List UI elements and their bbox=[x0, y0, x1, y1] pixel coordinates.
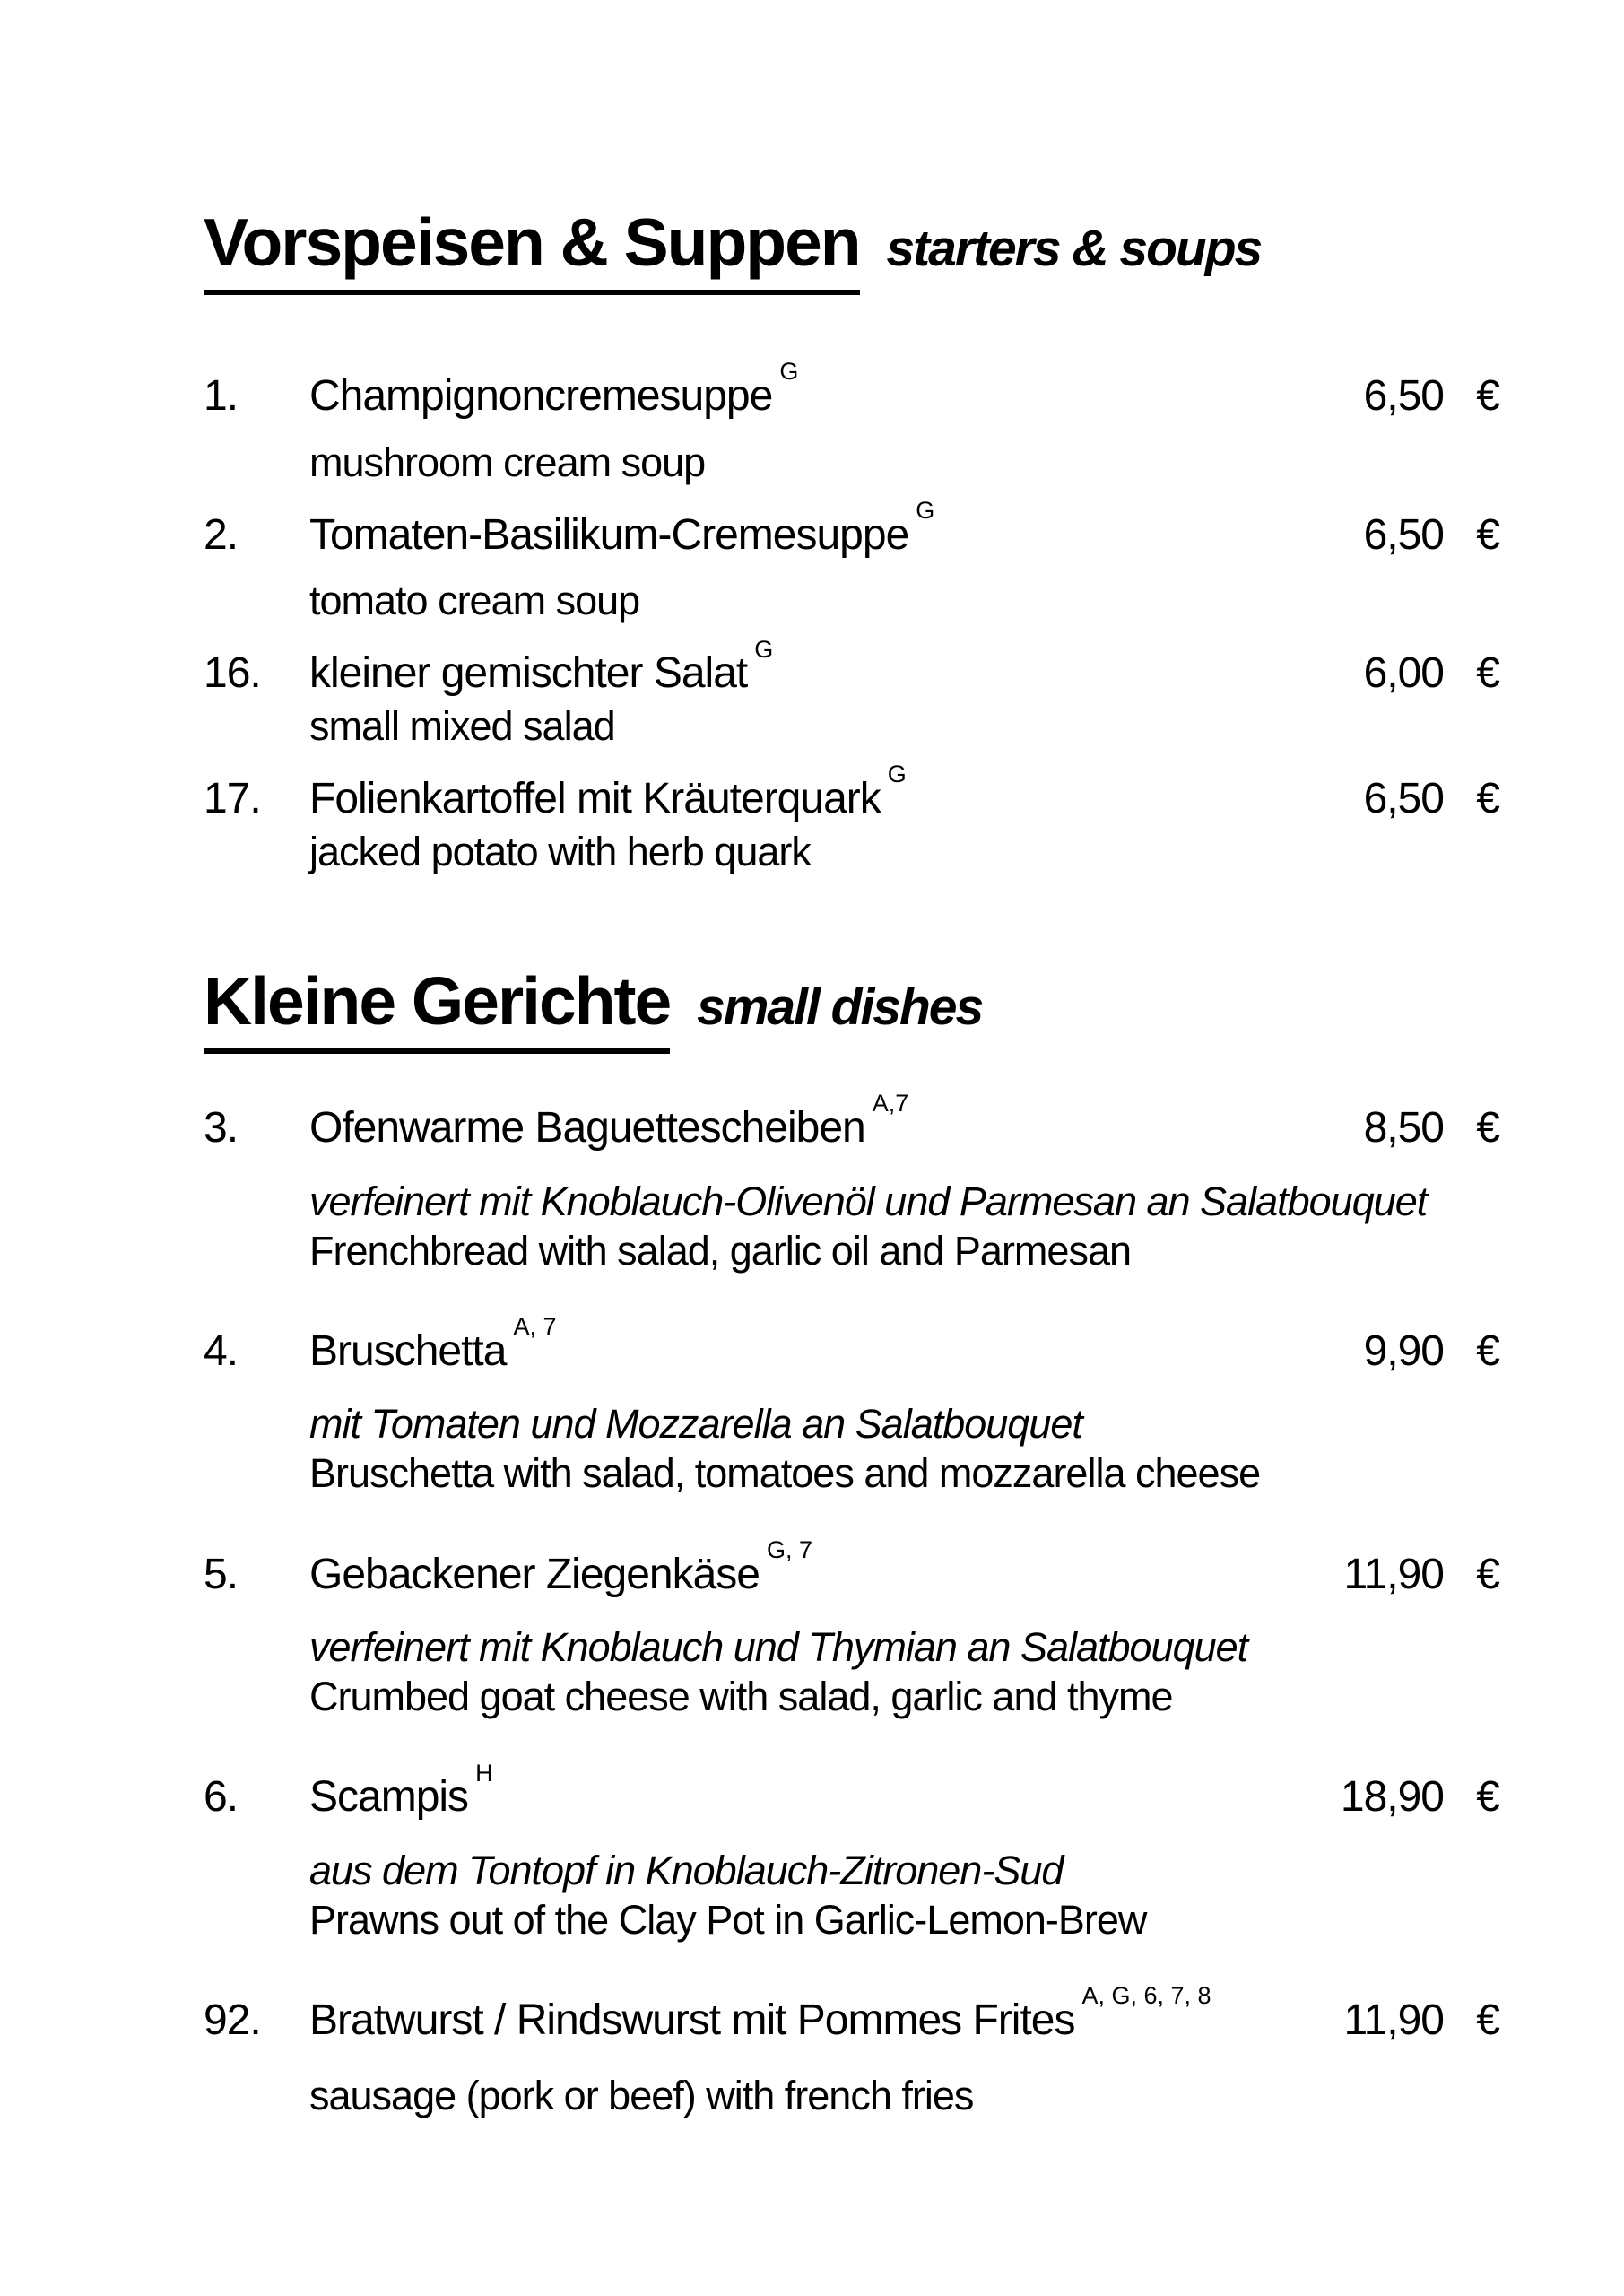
item-description-english: mushroom cream soup bbox=[309, 439, 706, 485]
menu-item bbox=[204, 1312, 1499, 1498]
item-name bbox=[309, 1759, 1238, 1823]
currency-euro-sign: € bbox=[1476, 775, 1499, 823]
menu-item-row bbox=[204, 1535, 1499, 1601]
item-description-english: tomato cream soup bbox=[309, 578, 640, 624]
menu-item-row bbox=[204, 635, 1499, 700]
menu-section bbox=[204, 202, 1499, 875]
item-name-text: Tomaten-Basilikum-Cremesuppe bbox=[309, 510, 909, 559]
item-price: 6,50 bbox=[1363, 510, 1444, 559]
item-allergen-superscript: A, G, 6, 7, 8 bbox=[1081, 1982, 1211, 2010]
menu-item bbox=[204, 496, 1499, 625]
item-price: 11,90 bbox=[1343, 1550, 1444, 1598]
item-allergen-superscript: G bbox=[916, 496, 935, 524]
menu-item bbox=[204, 1759, 1499, 1944]
item-name-text: kleiner gemischter Salat bbox=[309, 649, 748, 698]
item-name bbox=[309, 358, 1238, 422]
item-name bbox=[309, 1982, 1238, 2047]
item-description-english: small mixed salad bbox=[309, 703, 615, 750]
section-subtitle: small dishes bbox=[684, 978, 983, 1036]
item-name bbox=[309, 1312, 1238, 1378]
menu-item bbox=[204, 1090, 1499, 1274]
currency-euro-sign: € bbox=[1476, 1996, 1499, 2045]
item-allergen-superscript: G, 7 bbox=[766, 1535, 813, 1563]
item-number: 17. bbox=[204, 775, 261, 823]
item-allergen-superscript: A, 7 bbox=[513, 1312, 557, 1340]
menu-item-row bbox=[204, 1090, 1499, 1154]
menu-item bbox=[204, 1982, 1499, 2119]
item-name-text: Bruschetta bbox=[309, 1326, 507, 1375]
item-number: 4. bbox=[204, 1326, 239, 1375]
menu-item-row bbox=[204, 1982, 1499, 2047]
item-name-text: Gebackener Ziegenkäse bbox=[309, 1550, 760, 1598]
item-allergen-superscript: H bbox=[475, 1759, 493, 1787]
item-allergen-superscript: A,7 bbox=[872, 1090, 909, 1118]
item-price: 8,50 bbox=[1363, 1103, 1444, 1152]
item-name-text: Ofenwarme Baguettescheiben bbox=[309, 1103, 865, 1152]
item-name bbox=[309, 761, 1238, 825]
item-allergen-superscript: G bbox=[887, 761, 907, 788]
section-subtitle: starters & soups bbox=[873, 220, 1262, 277]
item-number: 5. bbox=[204, 1550, 239, 1598]
item-name-text: Folienkartoffel mit Kräuterquark bbox=[309, 775, 881, 823]
section-title: Kleine Gerichte bbox=[204, 961, 670, 1054]
item-name bbox=[309, 635, 1238, 700]
currency-euro-sign: € bbox=[1476, 1773, 1499, 1822]
item-number: 16. bbox=[204, 649, 261, 698]
currency-euro-sign: € bbox=[1476, 1326, 1499, 1375]
item-description-german: mit Tomaten und Mozzarella an Salatbouquet bbox=[309, 1401, 1082, 1448]
item-allergen-superscript: G bbox=[779, 358, 799, 386]
currency-euro-sign: € bbox=[1476, 1103, 1499, 1152]
item-price: 18,90 bbox=[1340, 1773, 1444, 1822]
item-price: 6,00 bbox=[1363, 649, 1444, 698]
item-allergen-superscript: G bbox=[754, 635, 774, 663]
item-number: 1. bbox=[204, 372, 239, 420]
item-name-text: Champignoncremesuppe bbox=[309, 372, 773, 420]
menu-section bbox=[204, 961, 1499, 2119]
item-number: 6. bbox=[204, 1773, 239, 1822]
section-items bbox=[204, 358, 1499, 875]
menu-item bbox=[204, 358, 1499, 486]
item-description-german: verfeinert mit Knoblauch-Olivenöl und Parmesan an Salatbouquet bbox=[309, 1178, 1428, 1224]
section-heading bbox=[204, 961, 1499, 1054]
menu-item-row bbox=[204, 1759, 1499, 1823]
menu-item bbox=[204, 761, 1499, 875]
currency-euro-sign: € bbox=[1476, 372, 1499, 420]
item-price: 11,90 bbox=[1343, 1996, 1444, 2045]
item-number: 92. bbox=[204, 1996, 261, 2045]
currency-euro-sign: € bbox=[1476, 510, 1499, 559]
currency-euro-sign: € bbox=[1476, 1550, 1499, 1598]
item-name bbox=[309, 496, 1238, 561]
item-description-english: Frenchbread with salad, garlic oil and Parmesan bbox=[309, 1227, 1131, 1274]
item-description-english: sausage (pork or beef) with french fries bbox=[309, 2072, 974, 2118]
section-title: Vorspeisen & Suppen bbox=[204, 202, 860, 295]
item-name-text: Bratwurst / Rindswurst mit Pommes Frites bbox=[309, 1996, 1075, 2045]
section-items bbox=[204, 1090, 1499, 2119]
item-price: 6,50 bbox=[1363, 372, 1444, 420]
section-heading bbox=[204, 202, 1499, 295]
item-number: 3. bbox=[204, 1103, 239, 1152]
item-number: 2. bbox=[204, 510, 239, 559]
menu-item bbox=[204, 1535, 1499, 1721]
item-price: 6,50 bbox=[1363, 775, 1444, 823]
menu-item-row bbox=[204, 761, 1499, 825]
currency-euro-sign: € bbox=[1476, 649, 1499, 698]
menu-item-row bbox=[204, 358, 1499, 422]
item-name bbox=[309, 1535, 1238, 1601]
menu-item bbox=[204, 635, 1499, 750]
item-description-english: Prawns out of the Clay Pot in Garlic-Lemon-Brew bbox=[309, 1897, 1147, 1944]
item-description-german: aus dem Tontopf in Knoblauch-Zitronen-Sud bbox=[309, 1847, 1064, 1893]
item-price: 9,90 bbox=[1363, 1326, 1444, 1375]
menu-item-row bbox=[204, 496, 1499, 561]
item-name bbox=[309, 1090, 1238, 1154]
menu-item-row bbox=[204, 1312, 1499, 1378]
item-description-english: Crumbed goat cheese with salad, garlic and thyme bbox=[309, 1674, 1173, 1720]
item-description-english: jacked potato with herb quark bbox=[309, 828, 811, 874]
item-name-text: Scampis bbox=[309, 1773, 469, 1822]
item-description-english: Bruschetta with salad, tomatoes and mozzarella cheese bbox=[309, 1450, 1261, 1497]
item-description-german: verfeinert mit Knoblauch und Thymian an Salatbouquet bbox=[309, 1624, 1248, 1671]
